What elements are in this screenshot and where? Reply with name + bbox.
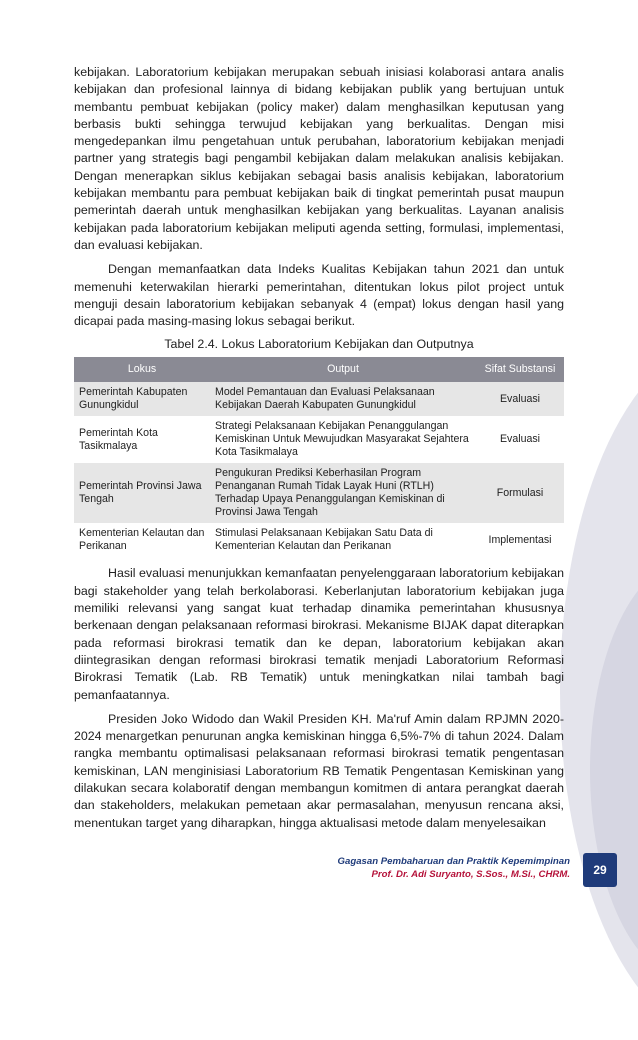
cell-output: Stimulasi Pelaksanaan Kebijakan Satu Data di Kementerian Kelautan dan Perikanan (210, 523, 476, 557)
cell-output: Model Pemantauan dan Evaluasi Pelaksanaan Kebijakan Daerah Kabupaten Gunungkidul (210, 382, 476, 416)
book-title: Gagasan Pembaharuan dan Praktik Kepemimpinan (337, 856, 570, 867)
footer-credit (338, 855, 570, 881)
cell-sifat: Evaluasi (476, 416, 564, 463)
cell-lokus: Kementerian Kelautan dan Perikanan (74, 523, 210, 557)
cell-lokus: Pemerintah Kota Tasikmalaya (74, 416, 210, 463)
header-lokus: Lokus (74, 357, 210, 382)
cell-output: Pengukuran Prediksi Keberhasilan Program Penanganan Rumah Tidak Layak Huni (RTLH) Terhadap Upaya Penanggulangan Kemiskinan di Provinsi Jawa Tengah (210, 463, 476, 523)
table-row (74, 523, 564, 557)
header-sifat: Sifat Substansi (476, 357, 564, 382)
paragraph-1: kebijakan. Laboratorium kebijakan merupakan sebuah inisiasi kolaborasi antara analis kebijakan dan profesional lainnya di bidang kebijakan publik yang bertujuan untuk membantu pembuat kebijakan (policy maker) dalam menghasilkan keputusan yang berbasis bukti sehingga terwujud kebijakan yang berkualitas. Dengan misi mengedepankan ilmu pengetahuan untuk perubahan, laboratorium kebijakan menjadi partner yang strategis bagi pengambil kebijakan dalam melakukan analisis kebijakan. Dengan menerapkan siklus kebijakan sebagai basis analisis kebijakan, laboratorium kebijakan membantu para pembuat kebijakan baik di tingkat pemerintah pusat maupun pemerintah daerah untuk menghasilkan kebijakan yang berkualitas. Layanan analisis kebijakan pada laboratorium kebijakan meliputi agenda setting, formulasi, implementasi, dan evaluasi kebijakan. (74, 65, 564, 252)
table-row (74, 416, 564, 463)
paragraph-2: Dengan memanfaatkan data Indeks Kualitas Kebijakan tahun 2021 dan untuk memenuhi keterwakilan hierarki pemerintahan, ditentukan lokus pilot project untuk menguji desain laboratorium kebijakan sebanyak 4 (empat) lokus dengan hasil yang dicapai pada masing-masing lokus sebagai berikut. (74, 262, 564, 329)
table-header-row (74, 357, 564, 382)
table-row (74, 463, 564, 523)
cell-lokus: Pemerintah Provinsi Jawa Tengah (74, 463, 210, 523)
page-content (74, 64, 564, 839)
cell-output: Strategi Pelaksanaan Kebijakan Penanggulangan Kemiskinan Untuk Mewujudkan Masyarakat Sejahtera Kota Tasikmalaya (210, 416, 476, 463)
author-name: Prof. Dr. Adi Suryanto, S.Sos., M.Si., CHRM. (371, 869, 570, 880)
paragraph-3: Hasil evaluasi menunjukkan kemanfaatan penyelenggaraan laboratorium kebijakan bagi stakeholder yang telah berkolaborasi. Keberlanjutan laboratorium kebijakan juga memiliki relevansi yang sangat kuat terhadap dinamika pemerintahan khususnya berkenaan dengan pelaksanaan reformasi birokrasi. Mekanisme BIJAK dapat diterapkan pada reformasi birokrasi tematik dan ke depan, laboratorium kebijakan akan diintegrasikan dengan reformasi birokrasi tematik menjadi Laboratorium Reformasi Birokrasi Tematik (Lab. RB Tematik) untuk meningkatkan nilai tambah bagi pemanfaatannya. (74, 566, 564, 702)
cell-sifat: Implementasi (476, 523, 564, 557)
lokus-table (74, 357, 564, 557)
paragraph-4: Presiden Joko Widodo dan Wakil Presiden KH. Ma'ruf Amin dalam RPJMN 2020-2024 menargetkan penurunan angka kemiskinan hingga 6,5%-7% di tahun 2024. Dalam rangka membantu optimalisasi pelaksanaan reformasi birokrasi tematik pengentasan kemiskinan, LAN menginisiasi Laboratorium RB Tematik Pengentasan Kemiskinan yang dilakukan secara kolaboratif dengan membangun komitmen di antara perangkat daerah dan stakeholders, melakukan pemetaan akar permasalahan, menyusun rencana aksi, menentukan target yang diharapkan, hingga aktualisasi metode dalam menyelesaikan (74, 711, 564, 830)
table-caption: Tabel 2.4. Lokus Laboratorium Kebijakan dan Outputnya (164, 337, 474, 352)
table-row (74, 382, 564, 416)
cell-sifat: Evaluasi (476, 382, 564, 416)
header-output: Output (210, 357, 476, 382)
page-number: 29 (583, 853, 617, 887)
cell-sifat: Formulasi (476, 463, 564, 523)
cell-lokus: Pemerintah Kabupaten Gunungkidul (74, 382, 210, 416)
